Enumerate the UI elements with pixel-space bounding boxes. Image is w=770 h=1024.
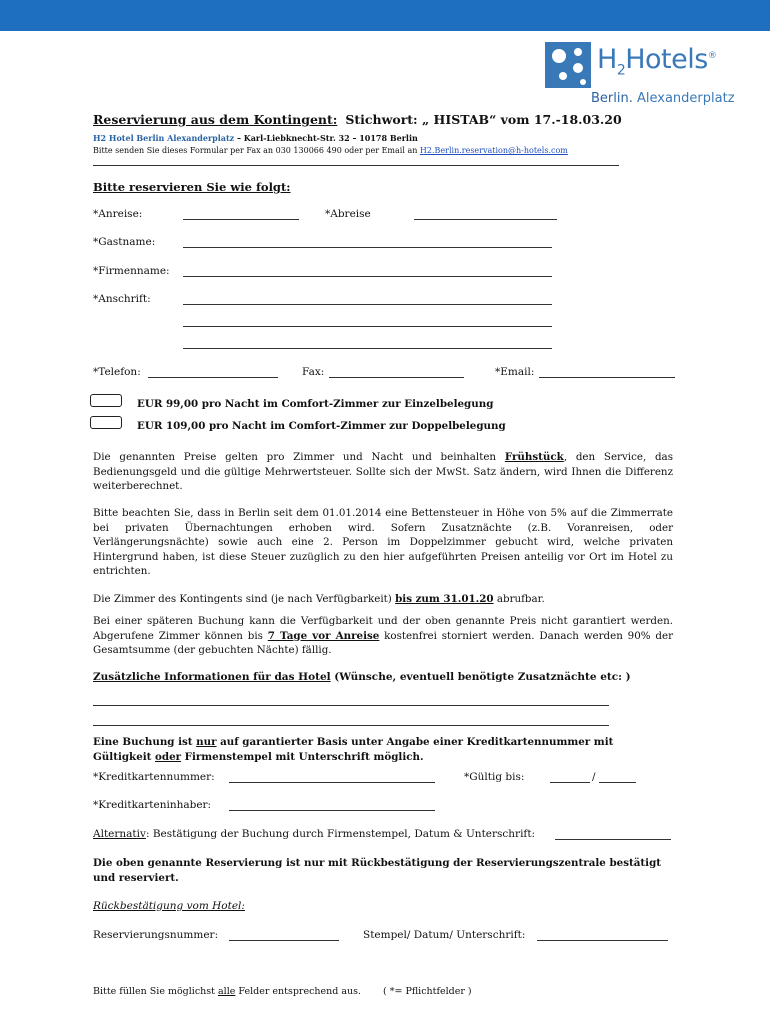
stamp-date-signature-label: Stempel/ Datum/ Unterschrift: [363, 929, 526, 941]
guest-label: *Gastname: [93, 236, 156, 248]
extra-info-field-1[interactable] [93, 705, 609, 706]
email-field[interactable] [539, 377, 675, 378]
address-field-2[interactable] [183, 326, 552, 327]
alternative-line: Alternativ: Bestätigung der Buchung durch Firmenstempel, Datum & Unterschrift: [93, 828, 536, 840]
cc-valid-month-field[interactable] [550, 782, 590, 783]
extra-info-field-2[interactable] [93, 725, 609, 726]
logo-subtitle: Berlin. Alexanderplatz [591, 91, 735, 106]
footer-note: Bitte füllen Sie möglichst alle Felder entsprechend aus. [93, 986, 362, 997]
hotel-logo [545, 40, 735, 110]
cc-valid-label: *Gültig bis: [464, 771, 525, 783]
form-heading: Bitte reservieren Sie wie folgt: [93, 180, 291, 194]
cc-holder-label: *Kreditkarteninhaber: [93, 799, 212, 811]
departure-label: *Abreise [325, 208, 371, 220]
reservation-number-label: Reservierungsnummer: [93, 929, 219, 941]
header-bar [0, 0, 770, 31]
address-field-1[interactable] [183, 304, 552, 305]
availability-paragraph: Die Zimmer des Kontingents sind (je nach Verfügbarkeit) bis zum 31.01.20 abrufbar. [93, 593, 545, 605]
extra-info-heading: Zusätzliche Informationen für das Hotel (Wünsche, eventuell benötigte Zusatznächte etc: ) [93, 671, 631, 683]
divider [93, 165, 619, 166]
fax-field[interactable] [329, 377, 464, 378]
phone-label: *Telefon: [93, 366, 141, 378]
confirmation-note: Die oben genannte Reservierung ist nur mit Rückbestätigung der Reservierungszentrale bestätigt und reserviert. [93, 857, 662, 884]
cc-number-label: *Kreditkartennummer: [93, 771, 215, 783]
send-instructions: Bitte senden Sie dieses Formular per Fax an 030 130066 490 oder per Email an H2.Berlin.reservation@h-hotels.com [93, 146, 568, 155]
arrival-field[interactable] [183, 219, 299, 220]
single-room-option: EUR 99,00 pro Nacht im Comfort-Zimmer zur Einzelbelegung [137, 398, 494, 410]
logo-brand: $H_2Hotels®$ [597, 44, 717, 79]
email-link[interactable]: H2.Berlin.reservation@h-hotels.com [419, 146, 568, 155]
email-label: *Email: [495, 366, 535, 378]
address-field-3[interactable] [183, 348, 552, 349]
hotel-address-line: H2 Hotel Berlin Alexanderplatz – Karl-Liebknecht-Str. 32 – 10178 Berlin [93, 133, 418, 143]
company-field[interactable] [183, 276, 552, 277]
reservation-number-field[interactable] [229, 940, 339, 941]
fax-label: Fax: [302, 366, 325, 378]
phone-field[interactable] [148, 377, 278, 378]
logo-dots-icon [545, 42, 595, 92]
double-room-checkbox[interactable] [90, 416, 122, 429]
page-title: Reservierung aus dem Kontingent: Stichwort: „ HISTAB“ vom 17.-18.03.20 [93, 112, 622, 127]
stamp-date-signature-field[interactable] [537, 940, 668, 941]
departure-field[interactable] [414, 219, 557, 220]
single-room-checkbox[interactable] [90, 394, 122, 407]
price-info-paragraph: Die genannten Preise gelten pro Zimmer und Nacht und beinhalten Frühstück, den Service, das Bedienungsgeld und die gültige Mehrwertsteuer. Sollte sich der MwSt. Satz ändern, wird Ihnen die Differenz weiterberechnet. [93, 451, 673, 492]
guarantee-note: Eine Buchung ist nur auf garantierter Basis unter Angabe einer Kreditkartennummer mit Gültigkeit oder Firmenstempel mit Unterschrift möglich. [93, 736, 614, 763]
arrival-label: *Anreise: [93, 208, 143, 220]
address-label: *Anschrift: [93, 293, 151, 305]
hotel-confirmation-heading: Rückbestätigung vom Hotel: [93, 900, 245, 912]
required-fields-legend: ( *= Pflichtfelder ) [383, 986, 472, 997]
cc-valid-slash: / [592, 771, 596, 783]
cancellation-paragraph: Bei einer späteren Buchung kann die Verfügbarkeit und der oben genannte Preis nicht garantiert werden. Abgerufene Zimmer können bis 7 Tage vor Anreise kostenfrei storniert werden. Danach werden 90% der Gesamtsumme (der gebuchten Nächte) fällig. [93, 615, 673, 656]
cc-holder-field[interactable] [229, 810, 435, 811]
bed-tax-paragraph: Bitte beachten Sie, dass in Berlin seit dem 01.01.2014 eine Bettensteuer in Höhe von 5% auf die Zimmerrate bei privaten Übernachtungen erhoben wird. Sofern Zusatznächte (z.B. Voranreisen, oder Verlängerungsnächte) sowie auch eine 2. Person im Doppelzimmer gebucht wird, welche privaten Hintergrund haben, ist diese Steuer zuzüglich zu den hier aufgeführten Preisen anteilig vor Ort im Hotel zu entrichten. [93, 507, 673, 577]
company-stamp-field[interactable] [555, 839, 671, 840]
company-label: *Firmenname: [93, 265, 170, 277]
guest-field[interactable] [183, 247, 552, 248]
cc-number-field[interactable] [229, 782, 435, 783]
cc-valid-year-field[interactable] [599, 782, 636, 783]
double-room-option: EUR 109,00 pro Nacht im Comfort-Zimmer zur Doppelbelegung [137, 420, 506, 432]
